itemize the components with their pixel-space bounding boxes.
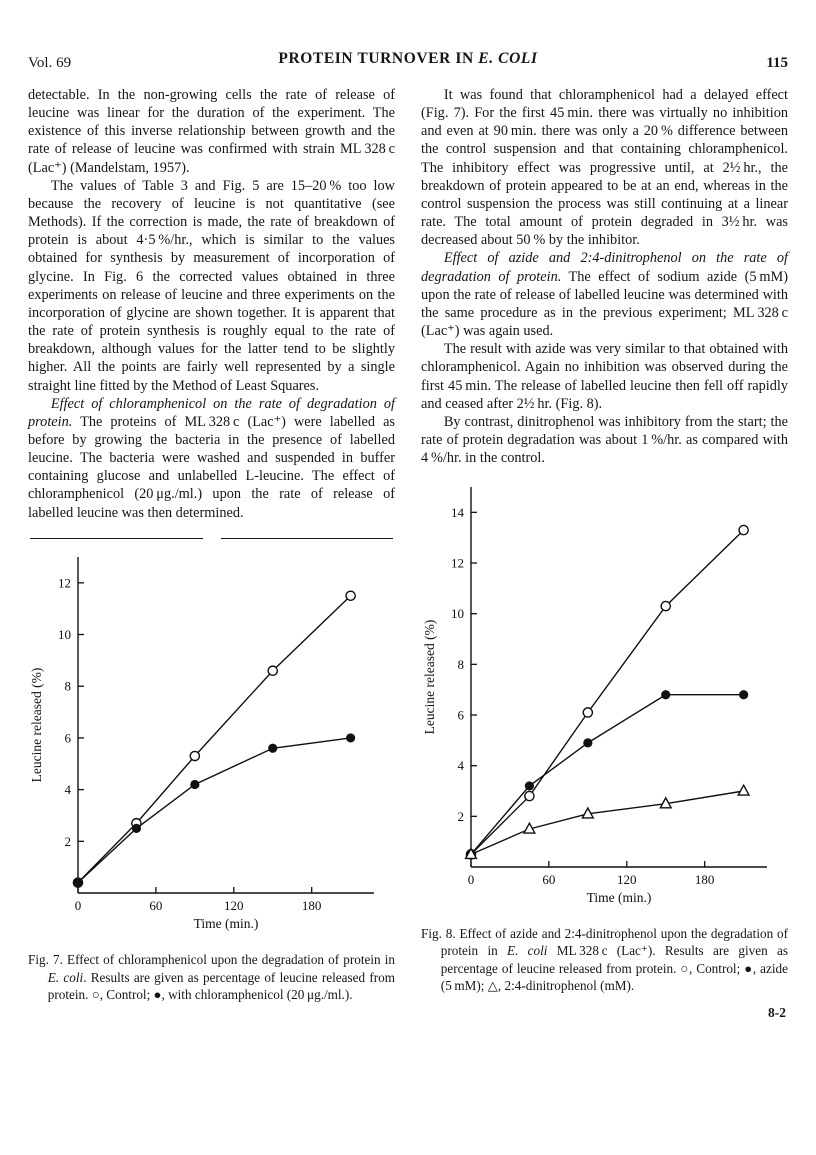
fig8-series-2-filled-circle (466, 690, 748, 859)
svg-text:4: 4 (457, 758, 464, 774)
left-column-text (28, 86, 395, 522)
paragraph: Effect of azide and 2:4-dinitrophenol on the rate of degradation of protein. The effect of sodium azide (5 mM) upon the rate of release of labelled leucine was determined with the same procedure as in the previous experiment; ML 328 c (Lac⁺) was again used. (421, 250, 788, 340)
x-axis-label: Time (min.) (586, 890, 652, 906)
paragraph: The values of Table 3 and Fig. 5 are 15–20 % too low because the recovery of leucine is not quantitative (see Methods). If the correction is made, the rate of breakdown of protein is about 4·5 %/hr., which is similar to the values obtained for synthesis by measurement of incorporation of glycine. In Fig. 6 the corrected values obtained in three experiments on release of leucine and three experiments on the incorporation of glycine are shown together. It is apparent that the rate of protein synthesis is roughly equal to the rate of breakdown, although values for the latter tend to be slightly higher. All the points are fairly well represented by a single straight line fitted by the Method of Least Squares. (28, 177, 395, 394)
svg-text:8: 8 (457, 657, 464, 673)
y-axis-label: Leucine released (%) (29, 668, 44, 783)
svg-text:8: 8 (64, 679, 71, 695)
fig7-series-1-open-circle (73, 592, 355, 888)
y-axis-label: Leucine released (%) (422, 619, 437, 735)
svg-text:10: 10 (451, 606, 464, 622)
svg-text:6: 6 (457, 707, 464, 723)
right-column-text (421, 86, 788, 467)
volume-label: Vol. 69 (28, 55, 72, 71)
svg-text:0: 0 (467, 872, 475, 888)
fig7-plot (28, 547, 388, 939)
svg-text:60: 60 (149, 898, 163, 914)
x-axis-label: Time (min.) (193, 916, 259, 932)
fig8-chart (421, 477, 781, 913)
figure-8 (421, 477, 788, 994)
paragraph: detectable. In the non-growing cells the rate of release of leucine was linear for the duration of the experiment. The existence of this inverse relationship between growth and the rate of release of leucine was confirmed with strain ML 328 c (Lac⁺) (Mandelstam, 1957). (28, 87, 395, 176)
fig8-series-1-open-circle (466, 526, 748, 859)
svg-text:2: 2 (457, 809, 464, 825)
svg-text:6: 6 (64, 730, 71, 746)
paragraph: It was found that chloramphenicol had a delayed effect (Fig. 7). For the first 45 min. there was virtually no inhibition and even at 90 min. there was only a 20 % difference between the control suspension and that containing chloramphenicol. The inhibitory effect was progressive until, at 2½ hr., the breakdown of protein appeared to be at an end, whereas in the control suspension the process was still continuing at a linear rate. The total amount of protein degraded in 3½ hr. was decreased about 50 % by the inhibitor. (421, 87, 788, 249)
svg-text:10: 10 (58, 627, 71, 643)
svg-text:14: 14 (451, 505, 464, 521)
fig8-series-3-open-triangle (466, 785, 749, 858)
paragraph: The result with azide was very similar to that obtained with chloramphenicol. Again no inhibition was observed during the first 45 min. The release of labelled leucine then fell off rapidly and ceased after 2½ hr. (Fig. 8). (421, 341, 788, 412)
page-number: 115 (766, 55, 788, 71)
paragraph: By contrast, dinitrophenol was inhibitory from the start; the rate of protein degradation was about 1 %/hr. as compared with 4 %/hr. in the control. (421, 413, 788, 467)
two-column-body (28, 86, 788, 1021)
page-header (28, 50, 788, 72)
axes (78, 557, 374, 893)
svg-text:120: 120 (224, 898, 244, 914)
fig8-caption: Fig. 8. Effect of azide and 2:4-dinitrophenol upon the degradation of protein in E. coli ML 328 c (Lac⁺). Results are given as percentage of leucine released from protein. ○, Control; ●, azide (5 mM); △, 2:4-dinitrophenol (mM). (421, 926, 788, 993)
page-title: PROTEIN TURNOVER IN E. COLI (278, 50, 538, 67)
svg-text:60: 60 (542, 872, 556, 888)
signature-mark: 8-2 (768, 1004, 786, 1020)
tick-labels (451, 505, 714, 887)
left-column (28, 86, 395, 1021)
svg-text:12: 12 (58, 575, 71, 591)
right-column (421, 86, 788, 1021)
svg-text:0: 0 (74, 898, 82, 914)
svg-text:180: 180 (301, 898, 322, 914)
fig7-series-2-filled-circle (73, 734, 355, 888)
figure-divider (30, 538, 393, 540)
fig8-plot (421, 477, 781, 913)
svg-text:2: 2 (64, 834, 71, 850)
svg-text:120: 120 (617, 872, 637, 888)
fig7-chart (28, 547, 388, 939)
svg-text:12: 12 (451, 555, 464, 571)
figure-7 (28, 547, 395, 1002)
svg-text:180: 180 (694, 872, 715, 888)
paragraph: Effect of chloramphenicol on the rate of degradation of protein. The proteins of ML 328 c (Lac⁺) were labelled as before by growing the bacteria in the presence of labelled leucine. The bacteria were washed and suspended in buffer containing glucose and unlabelled L-leucine. The effect of chloramphenicol (20 μg./ml.) upon the rate of release of labelled leucine was then determined. (28, 395, 395, 521)
fig7-caption: Fig. 7. Effect of chloramphenicol upon the degradation of protein in E. coli. Results are given as percentage of leucine released from protein. ○, Control; ●, with chloramphenicol (20 μg./ml.). (28, 952, 395, 1002)
svg-text:4: 4 (64, 782, 71, 798)
